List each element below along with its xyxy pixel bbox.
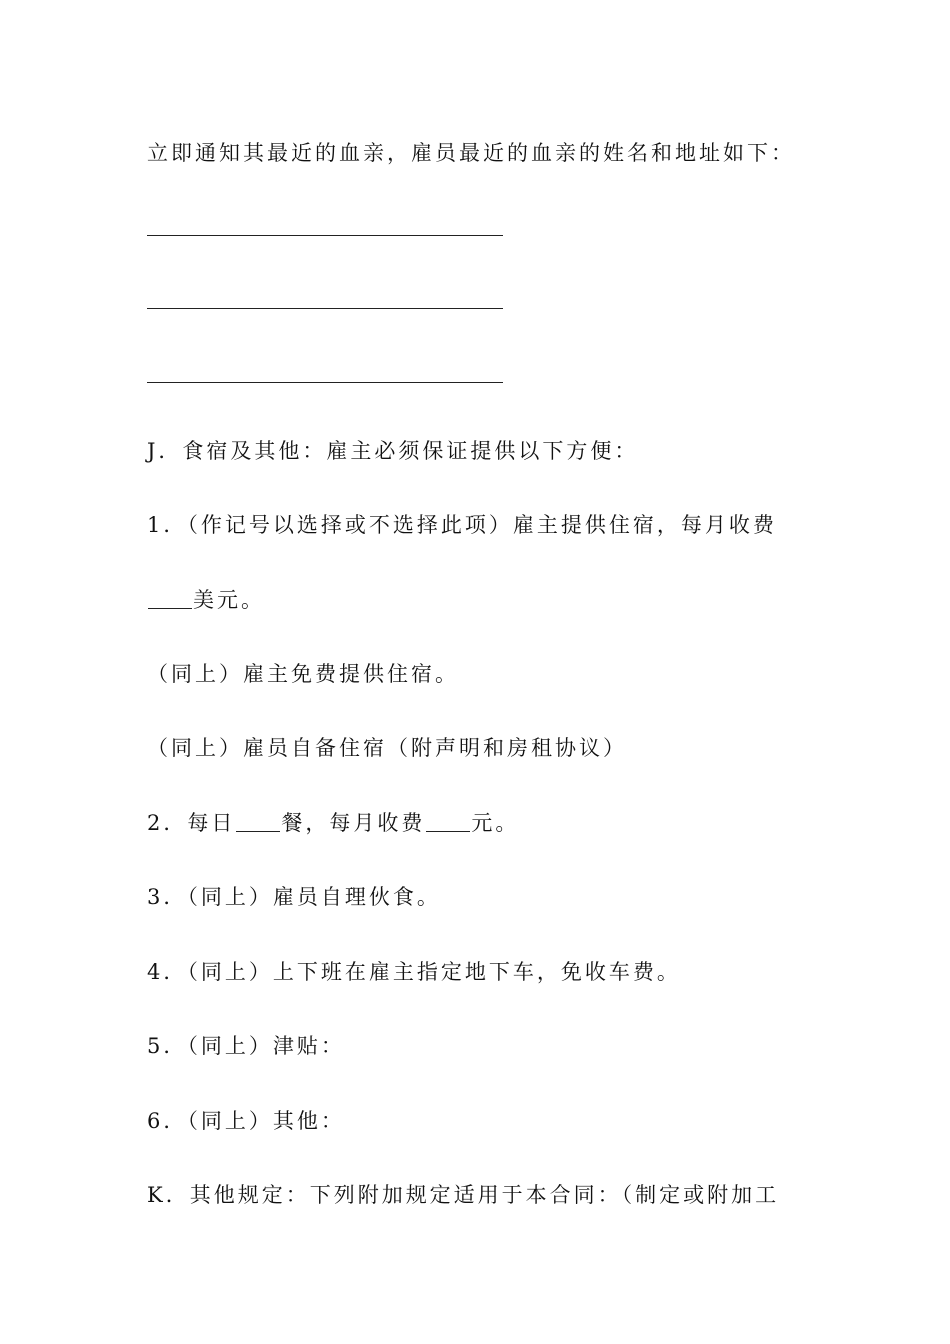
item2-suffix: 元。 — [471, 811, 520, 835]
item1-line2-suffix: 美元。 — [193, 588, 265, 612]
item5-line: 5．（同上）津贴： — [147, 1034, 345, 1058]
item1-line2 — [147, 590, 265, 611]
meals-blank — [236, 830, 280, 832]
option-self-lodging: （同上）雇员自备住宿（附声明和房租协议） — [147, 736, 627, 760]
fee-blank — [148, 607, 192, 609]
item4-line: 4．（同上）上下班在雇主指定地下车，免收车费。 — [147, 960, 681, 984]
section-k-heading: K．其他规定：下列附加规定适用于本合同：（制定或附加工 — [147, 1183, 780, 1207]
blank-line-address-1 — [147, 308, 503, 309]
blank-line-name — [147, 235, 503, 236]
item2-mid: 餐，每月收费 — [281, 811, 426, 835]
item6-line: 6．（同上）其他： — [147, 1109, 345, 1133]
intro-line: 立即通知其最近的血亲，雇员最近的血亲的姓名和地址如下： — [147, 141, 795, 165]
blank-line-address-2 — [147, 382, 503, 383]
item2-line — [147, 813, 519, 834]
option-free-lodging: （同上）雇主免费提供住宿。 — [147, 662, 459, 686]
meal-fee-blank — [426, 830, 470, 832]
section-j-heading: J．食宿及其他：雇主必须保证提供以下方便： — [147, 439, 639, 463]
item3-line: 3．（同上）雇员自理伙食。 — [147, 885, 441, 909]
item1-line1: 1．（作记号以选择或不选择此项）雇主提供住宿，每月收费 — [147, 513, 777, 537]
item2-prefix: 2．每日 — [147, 811, 236, 835]
